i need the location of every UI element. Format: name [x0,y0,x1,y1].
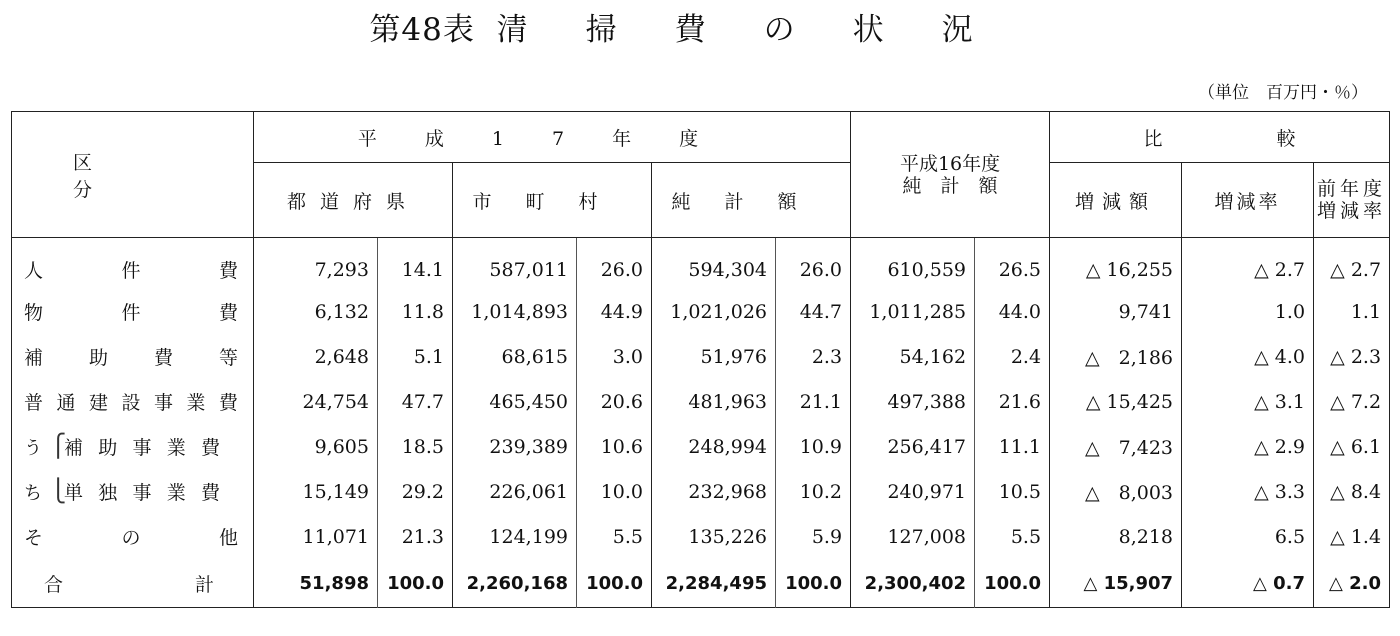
cell: 8,218 [1050,514,1182,559]
cell: 232,968 [652,469,776,514]
row-label: う ⎧ 補 助 事 業 費 [12,424,254,469]
cell: 594,304 [652,238,776,290]
cell: 5.5 [975,514,1050,559]
row-label: 人 件 費 [12,238,254,290]
cell: 2,260,168 [453,559,577,608]
table-row [12,238,1390,290]
cell: 44.9 [577,289,652,334]
cell: 24,754 [254,379,378,424]
cell: △ 7.2 [1330,390,1382,413]
header-prev-rate-line2: 増減率 [1317,200,1387,222]
cell: 10.5 [975,469,1050,514]
cell: 51,898 [254,559,378,608]
row-label: 合 計 [12,559,254,608]
title-main: 清掃費の状況 [496,12,1031,48]
cell: 2,300,402 [851,559,975,608]
cell: 47.7 [378,379,453,424]
cell: 2.4 [975,334,1050,379]
table-title [0,4,1400,49]
cell: 44.0 [975,289,1050,334]
cell: 240,971 [851,469,975,514]
cell: 7,293 [254,238,378,290]
cell: 1,014,893 [453,289,577,334]
table-row-total [12,559,1390,608]
cell: △ 2.9 [1182,424,1314,469]
cell: △ 15,425 [1050,379,1182,424]
cell: △ 8,003 [1050,469,1182,514]
cell: △ 0.7 [1182,559,1314,608]
cell: 1,011,285 [851,289,975,334]
cell: △ 16,255 [1050,238,1182,290]
cell: 2,284,495 [652,559,776,608]
header-net-total: 純計額 [652,163,851,238]
cell: △ 4.0 [1182,334,1314,379]
cell: △ 2.0 [1329,572,1382,594]
cell: 481,963 [652,379,776,424]
cell: 51,976 [652,334,776,379]
cell: 44.7 [776,289,851,334]
header-municipality: 市町村 [453,163,652,238]
row-label: そ の 他 [12,514,254,559]
cleaning-cost-table [11,111,1390,608]
cell: 6.5 [1182,514,1314,559]
cell: 135,226 [652,514,776,559]
table-row [12,424,1390,469]
cell: 10.9 [776,424,851,469]
cell: 226,061 [453,469,577,514]
cell: △ 1.4 [1330,525,1382,548]
header-category: 区 分 [12,112,254,238]
cell: 9,605 [254,424,378,469]
header-fy17: 平成17年度 [254,112,851,163]
cell: 124,199 [453,514,577,559]
cell: △ 3.3 [1182,469,1314,514]
cell: 100.0 [975,559,1050,608]
cell: 14.1 [378,238,453,290]
row-label: 補 助 費 等 [12,334,254,379]
row-label: 普 通 建 設 事 業 費 [12,379,254,424]
table-row [12,379,1390,424]
cell: 20.6 [577,379,652,424]
cell: 5.1 [378,334,453,379]
cell: 1,021,026 [652,289,776,334]
cell: 10.2 [776,469,851,514]
cell: △ 3.1 [1182,379,1314,424]
header-prefecture: 都道府県 [254,163,453,238]
cell: 1.0 [1182,289,1314,334]
cell: 127,008 [851,514,975,559]
cell: 29.2 [378,469,453,514]
header-fy16-line1: 平成16年度 [899,152,1001,175]
cell: 239,389 [453,424,577,469]
cell: 1.1 [1350,300,1382,323]
cell: △ 15,907 [1050,559,1182,608]
cell: 68,615 [453,334,577,379]
cell: 26.0 [776,238,851,290]
cell: △ 2,186 [1050,334,1182,379]
cell: 21.6 [975,379,1050,424]
header-change-amount: 増減額 [1050,163,1182,238]
cell: 5.5 [577,514,652,559]
table-row [12,514,1390,559]
cell: 26.0 [577,238,652,290]
cell: 5.9 [776,514,851,559]
header-fy16-line2: 純 計 額 [902,174,998,197]
cell: 10.6 [577,424,652,469]
cell: 100.0 [378,559,453,608]
cell: △ 2.7 [1182,238,1314,290]
header-prev-rate-line1: 前年度 [1317,178,1387,200]
header-change-rate: 増減率 [1182,163,1314,238]
header-prev-rate [1314,163,1390,238]
row-label: ち ⎩ 単 独 事 業 費 [12,469,254,514]
cell: △ 6.1 [1330,435,1382,458]
cell: 11,071 [254,514,378,559]
row-label: 物 件 費 [12,289,254,334]
cell: △ 2.7 [1330,258,1382,281]
title-prefix: 第48表 [369,12,475,48]
cell: 11.8 [378,289,453,334]
cell: 18.5 [378,424,453,469]
table-row [12,289,1390,334]
cell: 3.0 [577,334,652,379]
cell: 26.5 [975,238,1050,290]
cell: 465,450 [453,379,577,424]
cell: 10.0 [577,469,652,514]
cell: 11.1 [975,424,1050,469]
table-row [12,469,1390,514]
cell: 54,162 [851,334,975,379]
cell: 256,417 [851,424,975,469]
unit-note: （単位 百万円・％） [1198,83,1368,103]
cell: 100.0 [577,559,652,608]
cell: 100.0 [776,559,851,608]
table-row [12,334,1390,379]
cell: △ 8.4 [1330,480,1382,503]
cell: 15,149 [254,469,378,514]
header-comparison: 比 較 [1050,112,1390,163]
cell: 21.3 [378,514,453,559]
cell: 2.3 [776,334,851,379]
cell: 2,648 [254,334,378,379]
uchi-label-2: ち [24,482,42,504]
cell: △ 2.3 [1330,345,1382,368]
uchi-label-1: う [24,437,42,459]
header-fy16 [851,112,1050,238]
cell: 6,132 [254,289,378,334]
cell: △ 7,423 [1050,424,1182,469]
cell: 9,741 [1050,289,1182,334]
cell: 610,559 [851,238,975,290]
cell: 248,994 [652,424,776,469]
cell: 21.1 [776,379,851,424]
cell: 587,011 [453,238,577,290]
cell: 497,388 [851,379,975,424]
